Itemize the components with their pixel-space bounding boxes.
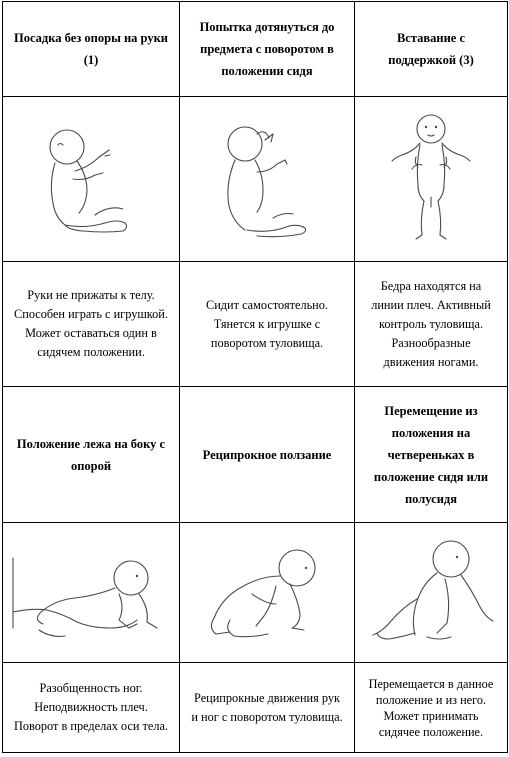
baby-transition-to-sitting-icon: [361, 533, 501, 653]
description-line: Неподвижность плеч.: [34, 700, 148, 714]
milestone-title-line: Реципрокное ползание: [202, 447, 332, 462]
table-row: [3, 663, 508, 753]
illustration-cell: [355, 97, 508, 262]
description-line: Способен играть с игрушкой.: [14, 307, 168, 321]
milestone-description-cell: [3, 663, 180, 753]
description-line: положение и из него.: [375, 692, 487, 707]
milestone-title-cell: [355, 387, 508, 523]
table-row: [3, 97, 508, 262]
description-line: Разобщенность ног.: [39, 681, 143, 695]
description-line: сидячем положении.: [37, 345, 145, 359]
milestone-title-line: Вставание с: [396, 31, 466, 45]
milestone-title-line: опорой: [70, 458, 112, 473]
description-line: и ног с поворотом туловища.: [191, 709, 343, 724]
milestone-description-cell: [3, 262, 180, 387]
description-line: Бедра находятся на: [380, 278, 482, 293]
milestone-title-line: Посадка без опоры на руки: [14, 31, 168, 45]
table-row: [3, 262, 508, 387]
illustration-cell: [3, 97, 180, 262]
baby-crawling-icon: [192, 538, 342, 648]
milestone-title-line: положение сидя или: [373, 469, 489, 484]
table-row: [3, 387, 508, 523]
milestone-title-line: поддержкой (3): [388, 53, 474, 67]
description-line: линии плеч. Активный: [371, 297, 491, 312]
milestone-title-line: Положение лежа на боку с: [16, 436, 166, 451]
illustration-cell: [180, 97, 355, 262]
description-line: Руки не прижаты к телу.: [27, 288, 155, 302]
description-line: движения ногами.: [383, 354, 479, 369]
milestone-description-cell: [355, 262, 508, 387]
milestone-title-line: четвереньках в: [387, 447, 475, 462]
description-line: поворотом туловища.: [210, 335, 324, 350]
milestone-description-cell: [180, 663, 355, 753]
milestone-title-line: Перемещение из: [384, 403, 478, 418]
description-line: Поворот в пределах оси тела.: [14, 719, 168, 733]
milestone-title-cell: [180, 387, 355, 523]
milestone-title-cell: [180, 2, 355, 97]
description-line: Тянется к игрушке с: [213, 316, 321, 331]
table-row: [3, 523, 508, 663]
milestone-title-cell: [355, 2, 508, 97]
baby-standing-supported-icon: [376, 109, 486, 249]
illustration-cell: [180, 523, 355, 663]
description-line: Сидит самостоятельно.: [206, 297, 328, 312]
milestone-description-cell: [180, 262, 355, 387]
milestone-title-line: (1): [83, 53, 99, 67]
description-line: Может принимать: [383, 708, 479, 723]
description-line: контроль туловища.: [378, 316, 484, 331]
motor-milestones-table: [2, 1, 508, 753]
description-line: сидячее положение.: [378, 724, 484, 739]
milestone-title-cell: [3, 387, 180, 523]
description-line: Может оставаться один в: [25, 326, 157, 340]
milestone-title-line: положения на: [391, 425, 471, 440]
milestone-title-line: Попытка дотянуться до: [199, 20, 335, 34]
illustration-cell: [355, 523, 508, 663]
description-line: Реципрокные движения рук: [194, 690, 340, 705]
table-row: [3, 2, 508, 97]
baby-sitting-turning-icon: [207, 114, 327, 244]
milestone-description-cell: [355, 663, 508, 753]
illustration-cell: [3, 523, 180, 663]
baby-sitting-reaching-icon: [31, 119, 151, 239]
milestone-title-line: предмета с поворотом в: [200, 42, 334, 56]
milestone-title-line: полусидя: [404, 491, 457, 506]
description-line: Перемещается в данное: [368, 676, 494, 691]
milestone-title-cell: [3, 2, 180, 97]
baby-side-lying-icon: [9, 538, 179, 648]
description-line: Разнообразные: [391, 335, 471, 350]
milestone-title-line: положении сидя: [221, 64, 313, 78]
